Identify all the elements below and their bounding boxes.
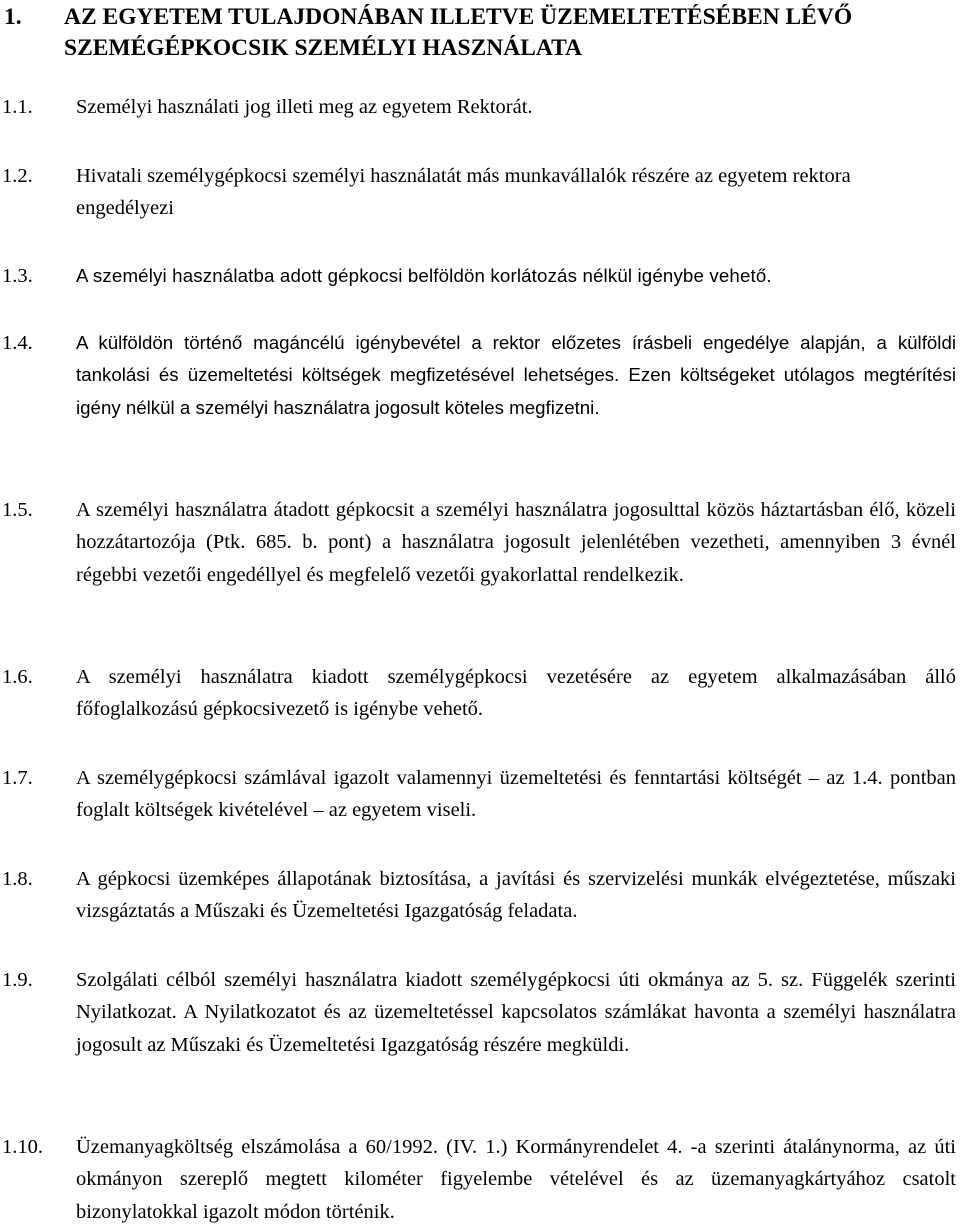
paragraph-text: Üzemanyagköltség elszámolása a 60/1992. (IV. 1.) Kormányrendelet 4. -a szerinti átalánynorma, az úti okmányon szereplő megtett kilométer figyelembe vételével és az üzemanyagkártyához csatolt bizonylatokkal igazolt módon történik. <box>76 1136 956 1223</box>
paragraph-text: Személyi használati jog illeti meg az egyetem Rektorát. <box>76 96 533 118</box>
paragraph-number: 1.10. <box>2 1136 43 1158</box>
paragraph-number: 1.6. <box>2 666 33 688</box>
paragraph-number: 1.8. <box>2 868 33 890</box>
paragraph-text: A gépkocsi üzemképes állapotának biztosítása, a javítási és szervizelési munkák elvégeztetése, műszaki vizsgáztatás a Műszaki és Üzemeltetési Igazgatóság feladata. <box>76 868 956 923</box>
paragraph-text: Szolgálati célból személyi használatra kiadott személygépkocsi úti okmánya az 5. sz. Függelék szerinti Nyilatkozat. A Nyilatkozatot és az üzemeltetéssel kapcsolatos számlákat havonta a személyi használatra jogosult az Műszaki és Üzemeltetési Igazgatóság részére megküldi. <box>76 969 956 1056</box>
paragraph-text: Hivatali személygépkocsi személyi használatát más munkavállalók részére az egyetem rektora engedélyezi <box>76 165 851 220</box>
section-title: AZ EGYETEM TULAJDONÁBAN ILLETVE ÜZEMELTETÉSÉBEN LÉVŐ SZEMÉGÉPKOCSIK SZEMÉLYI HASZNÁLATA <box>64 4 853 61</box>
paragraph-number: 1.7. <box>2 767 33 789</box>
paragraph-number: 1.9. <box>2 969 33 991</box>
paragraph-text: A személygépkocsi számlával igazolt valamennyi üzemeltetési és fenntartási költségét – az 1.4. pontban foglalt költségek kivételével – az egyetem viseli. <box>76 767 956 822</box>
paragraph-number: 1.2. <box>2 165 33 187</box>
paragraph-number: 1.1. <box>2 96 33 118</box>
paragraph-number: 1.3. <box>2 265 33 287</box>
paragraph-text: A személyi használatba adott gépkocsi belföldön korlátozás nélkül igénybe vehető. <box>76 265 772 286</box>
section-number: 1. <box>4 4 22 30</box>
paragraph-text: A személyi használatra átadott gépkocsit a személyi használatra jogosulttal közös háztartásban élő, közeli hozzátartozója (Ptk. 685. b. pont) a használatra jogosult jelenlétében vezetheti, amennyiben 3 évnél régebbi vezetői engedéllyel és megfelelő vezetői gyakorlattal rendelkezik. <box>76 499 956 586</box>
paragraph-text: A külföldön történő magáncélú igénybevétel a rektor előzetes írásbeli engedélye alapján, a külföldi tankolási és üzemeltetési költségek megfizetésével lehetséges. Ezen költségeket utólagos megtérítési igény nélkül a személyi használatra jogosult köteles megfizetni. <box>76 332 956 418</box>
paragraph-text: A személyi használatra kiadott személygépkocsi vezetésére az egyetem alkalmazásában álló főfoglalkozású gépkocsivezető is igénybe vehető. <box>76 666 956 721</box>
paragraph-number: 1.5. <box>2 499 33 521</box>
paragraph-number: 1.4. <box>2 332 33 354</box>
